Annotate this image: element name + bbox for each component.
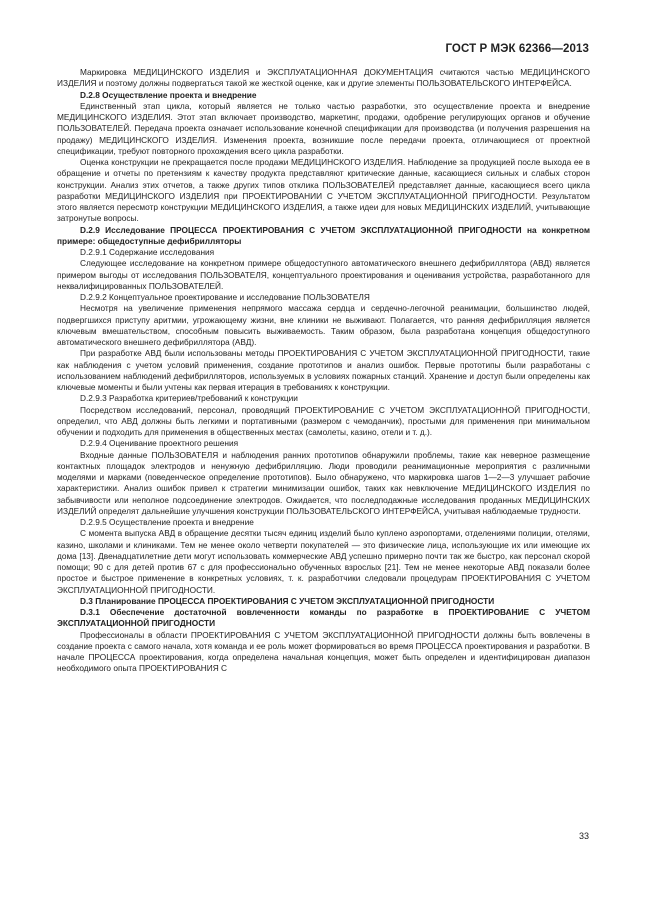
body-paragraph: С момента выпуска АВД в обращение десятки тысяч единиц изделий было куплено аэропортами, отделениями полиции, отелями, казино, школами и клиниками. Тем не менее около четверти покупателей — это физические лица, использующие их или имеющие их дома [13]. Двенадцатилетние дети могут использовать коммерческие АВД успешно примерно почти так же быстро, как персонал скорой помощи; 90 с для детей против 67 с для профессионально обученных взрослых [21]. Тем не менее некоторые АВД показали более простое и быстрое применение в конкретных условиях, т. к. разработчики следовали процедурам ПРОЕКТИРОВАНИЯ С УЧЕТОМ ЭКСПЛУАТАЦИОННОЙ ПРИГОДНОСТИ. [57,528,590,595]
body-paragraph: Несмотря на увеличение применения непрямого массажа сердца и сердечно-легочной реанимации, большинство людей, подвергшихся приступу аритмии, угрожающему жизни, вне клиники не выживают. Полагается, что ранняя дефибрилляция является ключевым вмешательством, способным повысить выживаемость. Таким образом, была разработана концепция общедоступного автоматического внешнего дефибриллятора (АВД). [57,303,590,347]
subsection-heading: D.2.9.4 Оценивание проектного решения [80,438,239,449]
document-body [57,67,590,675]
subsection-heading: D.2.9.1 Содержание исследования [80,247,215,257]
body-paragraph: Следующее исследование на конкретном примере общедоступного автоматического внешнего дефибриллятора (АВД) является примером выгоды от исследования ПОЛЬЗОВАТЕЛЯ, концептуального проектирования и оценивания устройства, разработанного для неквалифицированных ПОЛЬЗОВАТЕЛЕЙ. [57,258,590,291]
body-paragraph: Посредством исследований, персонал, проводящий ПРОЕКТИРОВАНИЕ С УЧЕТОМ ЭКСПЛУАТАЦИОННОЙ ПРИГОДНОСТИ, определил, что АВД должны быть легкими и портативными (размером с чемоданчик), простыми для применения при минимальном обучении и подходить для применения в общественных местах (самолеты, казино, отели и т. д.). [57,404,590,437]
body-paragraph: Профессионалы в области ПРОЕКТИРОВАНИЯ С УЧЕТОМ ЭКСПЛУАТАЦИОННОЙ ПРИГОДНОСТИ должны быть вовлечены в создание проекта с самого начала, хотя команда и ее роль может формироваться во время ПРОЦЕССА проектирования и разработки. В начале ПРОЦЕССА проектирования, когда определена начальная концепция, может быть определен и идентифицирован диапазон необходимого опыта ПРОЕКТИРОВАНИЯ С [57,629,590,674]
page-number: 33 [578,831,589,841]
section-heading-d-3-1: D.3.1 Обеспечение достаточной вовлеченности команды по разработке в ПРОЕКТИРОВАНИЕ С УЧЕТОМ ЭКСПЛУАТАЦИОННОЙ ПРИГОДНОСТИ [57,607,590,629]
body-paragraph: Маркировка МЕДИЦИНСКОГО ИЗДЕЛИЯ и ЭКСПЛУАТАЦИОННАЯ ДОКУМЕНТАЦИЯ считаются частью МЕДИЦИНСКОГО ИЗДЕЛИЯ и поэтому должны подвергаться такой же жесткой оценке, как и другие элементы ПОЛЬЗОВАТЕЛЬСКОГО ИНТЕРФЕЙСА. [57,67,590,89]
section-heading-d-2-9: D.2.9 Исследование ПРОЦЕССА ПРОЕКТИРОВАНИЯ С УЧЕТОМ ЭКСПЛУАТАЦИОННОЙ ПРИГОДНОСТИ на конкретном примере: общедоступные дефибрилляторы [57,224,590,246]
body-paragraph: Единственный этап цикла, который является не только частью разработки, это осуществление проекта и внедрение МЕДИЦИНСКОГО ИЗДЕЛИЯ. Этот этап включает производство, маркетинг, продажи, одобрение регулирующих органов и обучение ПОЛЬЗОВАТЕЛЕЙ. Передача проекта означает использование конечной спецификации для производства (и получения разрешения на продажу) МЕДИЦИНСКОГО ИЗДЕЛИЯ. Изменения проекта, возникшие после передачи проекта, отличающиеся от проектной спецификации, требуют повторного прохождения всего цикла разработки. [57,100,590,156]
standard-designation: ГОСТ Р МЭК 62366—2013 [445,43,589,55]
body-paragraph: Входные данные ПОЛЬЗОВАТЕЛЯ и наблюдения ранних прототипов обнаружили проблемы, такие как неверное размещение контактных площадок электродов и ненужную дефибрилляцию. Люди проводили реанимационные мероприятия с различными моделями и марками (поведенческое определение прототипов). Было обнаружено, что маркировка шагов 1—2—3 улучшает рабочие характеристики. Анализ ошибок привел к стратегии минимизации ошибок, таких как невключение МЕДИЦИНСКОГО ИЗДЕЛИЯ по забывчивости или неполное подсоединение электродов. Ожидается, что последподажные исследования проданных МЕДИЦИНСКИХ ИЗДЕЛИЙ определят дальнейшие улучшения конструкции ПОЛЬЗОВАТЕЛЬСКОГО ИНТЕРФЕЙСА, учитывая наблюдаемые трудности. [57,449,590,516]
section-heading-d-2-8: D.2.8 Осуществление проекта и внедрение [80,89,257,100]
subsection-heading: D.2.9.3 Разработка критериев/требований к конструкции [80,393,298,404]
body-paragraph: При разработке АВД были использованы методы ПРОЕКТИРОВАНИЯ С УЧЕТОМ ЭКСПЛУАТАЦИОННОЙ ПРИГОДНОСТИ, такие как наблюдения с учетом условий применения, создание прототипов и анализ ошибок. Первые прототипы были разработаны с использованием наблюдений дефибрилляторов, используемых в условиях пожарных станций. Хранение и доступ были определены как ключевые моменты и были учтены как первая итерация в требованиях к конструкции. [57,348,590,392]
section-heading-d-3: D.3 Планирование ПРОЦЕССА ПРОЕКТИРОВАНИЯ С УЧЕТОМ ЭКСПЛУАТАЦИОННОЙ ПРИГОДНОСТИ [80,595,495,606]
subsection-heading: D.2.9.5 Осуществление проекта и внедрение [80,517,254,527]
subsection-heading: D.2.9.2 Концептуальное проектирование и исследование ПОЛЬЗОВАТЕЛЯ [80,292,370,302]
body-paragraph: Оценка конструкции не прекращается после продажи МЕДИЦИНСКОГО ИЗДЕЛИЯ. Наблюдение за продукцией после выхода ее в обращение и отчеты по претензиям к качеству продукта представляют критические данные, касающиеся сильных и слабых сторон конструкции. Анализ этих отчетов, а также других типов отклика ПОЛЬЗОВАТЕЛЕЙ представляет данные, касающиеся всего цикла разработки МЕДИЦИНСКОГО ИЗДЕЛИЯ при ПРОЕКТИРОВАНИИ С УЧЕТОМ ЭКСПЛУАТАЦИОННОЙ ПРИГОДНОСТИ. Результатом этого является пересмотр конструкции МЕДИЦИНСКОГО ИЗДЕЛИЯ, а также идеи для новых МЕДИЦИНСКИХ ИЗДЕЛИЙ, учитывающие затронутые вопросы. [57,157,590,224]
